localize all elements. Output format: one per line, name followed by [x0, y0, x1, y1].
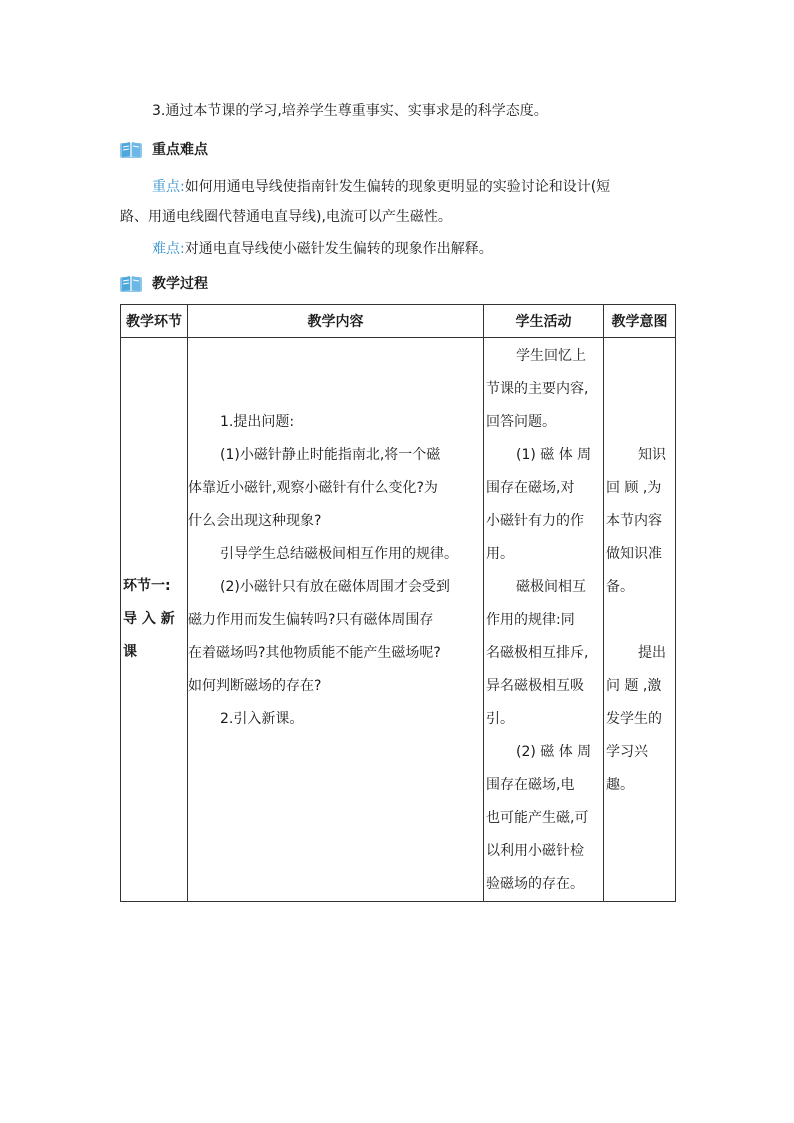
content-lines	[188, 338, 483, 736]
cell-line: 以利用小磁针检	[486, 843, 584, 859]
activity-lines	[484, 338, 603, 901]
cell-line	[606, 373, 675, 406]
difficulty-text: 对通电直导线使小磁针发生偏转的现象作出解释。	[184, 241, 493, 257]
objective-line: 3.通过本节课的学习,培养学生尊重事实、实事求是的科学态度。	[152, 103, 548, 119]
focus-label: 重点:	[152, 179, 185, 195]
content-cell	[188, 338, 484, 902]
header-intent: 教学意图	[604, 305, 676, 338]
cell-line: 小磁针有力的作	[486, 513, 584, 529]
focus-paragraph-line2: 路、用通电线圈代替通电直导线),电流可以产生磁性。	[120, 209, 452, 225]
focus-text: 如何用通电导线使指南针发生偏转的现象更明显的实验讨论和设计(短	[184, 179, 611, 195]
cell-line: 也可能产生磁,可	[486, 810, 589, 826]
section-title: 教学过程	[152, 276, 208, 292]
stage-cell	[121, 338, 188, 902]
cell-line: (2)小磁针只有放在磁体周围才会受到	[220, 579, 450, 595]
process-heading	[120, 272, 208, 294]
difficulty-label: 难点:	[152, 241, 185, 257]
cell-line: 回答问题。	[486, 414, 556, 430]
stage-lines	[121, 570, 187, 669]
cell-line	[606, 340, 675, 373]
cell-line: 环节一:	[123, 578, 171, 594]
cell-line	[606, 604, 675, 637]
cell-line: 磁极间相互	[516, 579, 586, 595]
cell-line	[606, 406, 675, 439]
cell-line: (2) 磁 体 周	[516, 744, 592, 760]
cell-line: 学生回忆上	[516, 348, 586, 364]
section-title: 重点难点	[152, 142, 208, 158]
cell-line: 什么会出现这种现象?	[188, 513, 322, 529]
cell-line	[188, 340, 483, 373]
cell-line: 发学生的	[606, 711, 662, 727]
cell-line: (1) 磁 体 周	[516, 447, 592, 463]
header-stage: 教学环节	[121, 305, 188, 338]
cell-line: 如何判断磁场的存在?	[188, 678, 322, 694]
cell-line: 备。	[606, 579, 634, 595]
cell-line: 围存在磁场,电	[486, 777, 575, 793]
cell-line: 提出	[638, 645, 666, 661]
cell-line: 引导学生总结磁极间相互作用的规律。	[220, 546, 458, 562]
cell-line: 课	[123, 644, 137, 660]
cell-line: 做知识准	[606, 546, 662, 562]
cell-line: 导 入 新	[123, 611, 175, 627]
cell-line: 异名磁极相互吸	[486, 678, 584, 694]
cell-line: 学习兴趣。	[606, 744, 648, 793]
cell-line: 引。	[486, 711, 514, 727]
cell-line: 问 题 ,激	[606, 678, 662, 694]
cell-line: 在着磁场吗?其他物质能不能产生磁场呢?	[188, 645, 441, 661]
cell-line: 1.提出问题:	[220, 414, 295, 430]
cell-line	[188, 373, 483, 406]
book-icon	[120, 274, 142, 292]
cell-line: 磁力作用而发生偏转吗?只有磁体周围存	[188, 612, 434, 628]
difficulty-paragraph	[152, 232, 493, 266]
intent-cell	[604, 338, 676, 902]
cell-line: 验磁场的存在。	[486, 876, 584, 892]
cell-line: 节课的主要内容,	[486, 381, 589, 397]
activity-cell	[484, 338, 604, 902]
cell-line: 本节内容	[606, 513, 662, 529]
cell-line: 名磁极相互排斥,	[486, 645, 589, 661]
cell-line: 2.引入新课。	[220, 711, 304, 727]
table-header-row	[121, 305, 676, 338]
cell-line: 回 顾 ,为	[606, 480, 662, 496]
cell-line: 用。	[486, 546, 514, 562]
cell-line: 体靠近小磁针,观察小磁针有什么变化?为	[188, 480, 438, 496]
header-activity: 学生活动	[484, 305, 604, 338]
cell-line: 作用的规律:同	[486, 612, 575, 628]
key-points-heading	[120, 138, 208, 160]
book-icon	[120, 140, 142, 158]
intent-lines	[604, 338, 675, 802]
header-content: 教学内容	[188, 305, 484, 338]
cell-line: (1)小磁针静止时能指南北,将一个磁	[220, 447, 441, 463]
cell-line: 围存在磁场,对	[486, 480, 575, 496]
table-row	[121, 338, 676, 902]
focus-paragraph-line1	[152, 170, 610, 204]
lesson-table	[120, 304, 676, 902]
cell-line: 知识	[638, 447, 666, 463]
